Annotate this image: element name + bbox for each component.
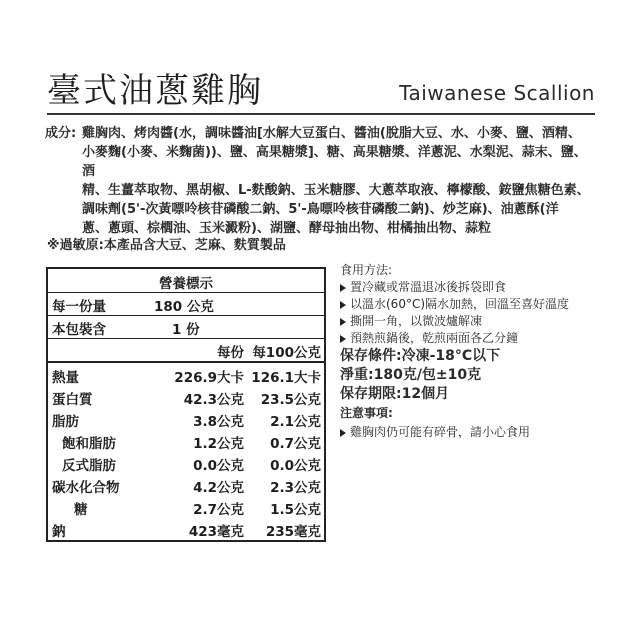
usage-step: 預熱煎鍋後，乾煎兩面各乙分鐘 (340, 330, 518, 347)
nutrient-name: 熱量 (52, 370, 79, 386)
nutrient-per-100g: 0.7公克 (270, 436, 321, 452)
column-header-per-serving: 每份 (217, 345, 244, 361)
title-divider (47, 113, 595, 115)
notice-item: 雞胸肉仍可能有碎骨，請小心食用 (340, 424, 530, 441)
nutrient-per-100g: 1.5公克 (270, 502, 321, 518)
storage-condition: 保存條件:冷凍-18°C以下 (340, 348, 501, 364)
ingredients-line: 精、生薑萃取物、黑胡椒、L-麩酸鈉、玉米糖膠、大蔥萃取液、檸檬酸、銨鹽焦糖色素、 (82, 183, 590, 198)
triangle-bullet-icon (340, 284, 346, 292)
shelf-life: 保存期限:12個月 (340, 386, 450, 402)
allergen-notice: ※過敏原:本產品含大豆、芝麻、麩質製品 (47, 238, 286, 253)
triangle-bullet-icon (340, 335, 346, 343)
nutrient-name: 碳水化合物 (52, 480, 120, 496)
ingredients-line: 小麥麴(小麥、米麴菌))、鹽、高果糖漿]、糖、高果糖漿、洋蔥泥、水梨泥、蒜末、鹽、酒 (82, 145, 587, 179)
nutrient-per-100g: 2.1公克 (270, 414, 321, 430)
nutrient-per-serving: 2.7公克 (193, 502, 244, 518)
ingredients-text (82, 124, 597, 238)
divider (48, 338, 324, 339)
triangle-bullet-icon (340, 429, 346, 437)
usage-step: 以溫水(60°C)隔水加熱，回溫至喜好溫度 (340, 296, 569, 313)
notice-heading: 注意事項: (340, 406, 393, 420)
nutrition-title: 營養標示 (159, 276, 213, 292)
column-header-per-100g: 每100公克 (252, 345, 321, 361)
nutrition-facts-table (46, 267, 326, 542)
nutrient-name: 蛋白質 (52, 392, 93, 408)
nutrient-per-100g: 23.5公克 (260, 392, 321, 408)
usage-heading: 食用方法: (340, 263, 393, 277)
usage-step: 置冷藏或常溫退冰後拆袋即食 (340, 279, 506, 296)
nutrient-name: 鈉 (52, 524, 66, 540)
nutrient-per-serving: 423毫克 (188, 524, 244, 540)
usage-step: 撕開一角，以微波爐解凍 (340, 313, 482, 330)
serving-size-value: 180 公克 (154, 299, 214, 315)
servings-per-pack-value: 1 份 (172, 322, 200, 338)
title-row (47, 63, 595, 113)
serving-size-label: 每一份量 (52, 299, 106, 315)
net-weight: 淨重:180克/包±10克 (340, 367, 482, 383)
nutrient-per-serving: 226.9大卡 (174, 370, 244, 386)
nutrient-per-100g: 2.3公克 (270, 480, 321, 496)
nutrient-per-100g: 126.1大卡 (251, 370, 321, 386)
product-title: 臺式油蔥雞胸 (47, 71, 263, 111)
product-title-english: Taiwanese Scallion (399, 81, 595, 105)
nutrient-per-serving: 42.3公克 (183, 392, 244, 408)
divider (48, 315, 324, 316)
ingredients-line: 調味劑(5'-次黃嘌呤核苷磷酸二鈉、5'-鳥嘌呤核苷磷酸二鈉)、炒芝麻)、油蔥酥(洋 (82, 202, 559, 217)
triangle-bullet-icon (340, 318, 346, 326)
nutrient-per-100g: 235毫克 (265, 524, 321, 540)
nutrient-per-serving: 0.0公克 (193, 458, 244, 474)
divider (48, 361, 324, 363)
divider (48, 292, 324, 293)
servings-per-pack-label: 本包裝含 (52, 322, 106, 338)
ingredients-line: 蔥、蔥頭、棕櫚油、玉米澱粉)、湖鹽、酵母抽出物、柑橘抽出物、蒜粒 (82, 221, 491, 236)
triangle-bullet-icon (340, 301, 346, 309)
nutrient-name: 脂肪 (52, 414, 79, 430)
nutrient-per-100g: 0.0公克 (270, 458, 321, 474)
nutrient-name: 反式脂肪 (62, 458, 116, 474)
nutrient-name: 飽和脂肪 (62, 436, 116, 452)
ingredients-label: 成分: (45, 126, 77, 141)
ingredients-line: 雞胸肉、烤肉醬(水，調味醬油[水解大豆蛋白、醬油(脫脂大豆、水、小麥、鹽、酒精、 (82, 126, 581, 141)
nutrient-name: 糖 (74, 502, 88, 518)
nutrient-per-serving: 4.2公克 (193, 480, 244, 496)
nutrient-per-serving: 1.2公克 (193, 436, 244, 452)
nutrient-per-serving: 3.8公克 (193, 414, 244, 430)
